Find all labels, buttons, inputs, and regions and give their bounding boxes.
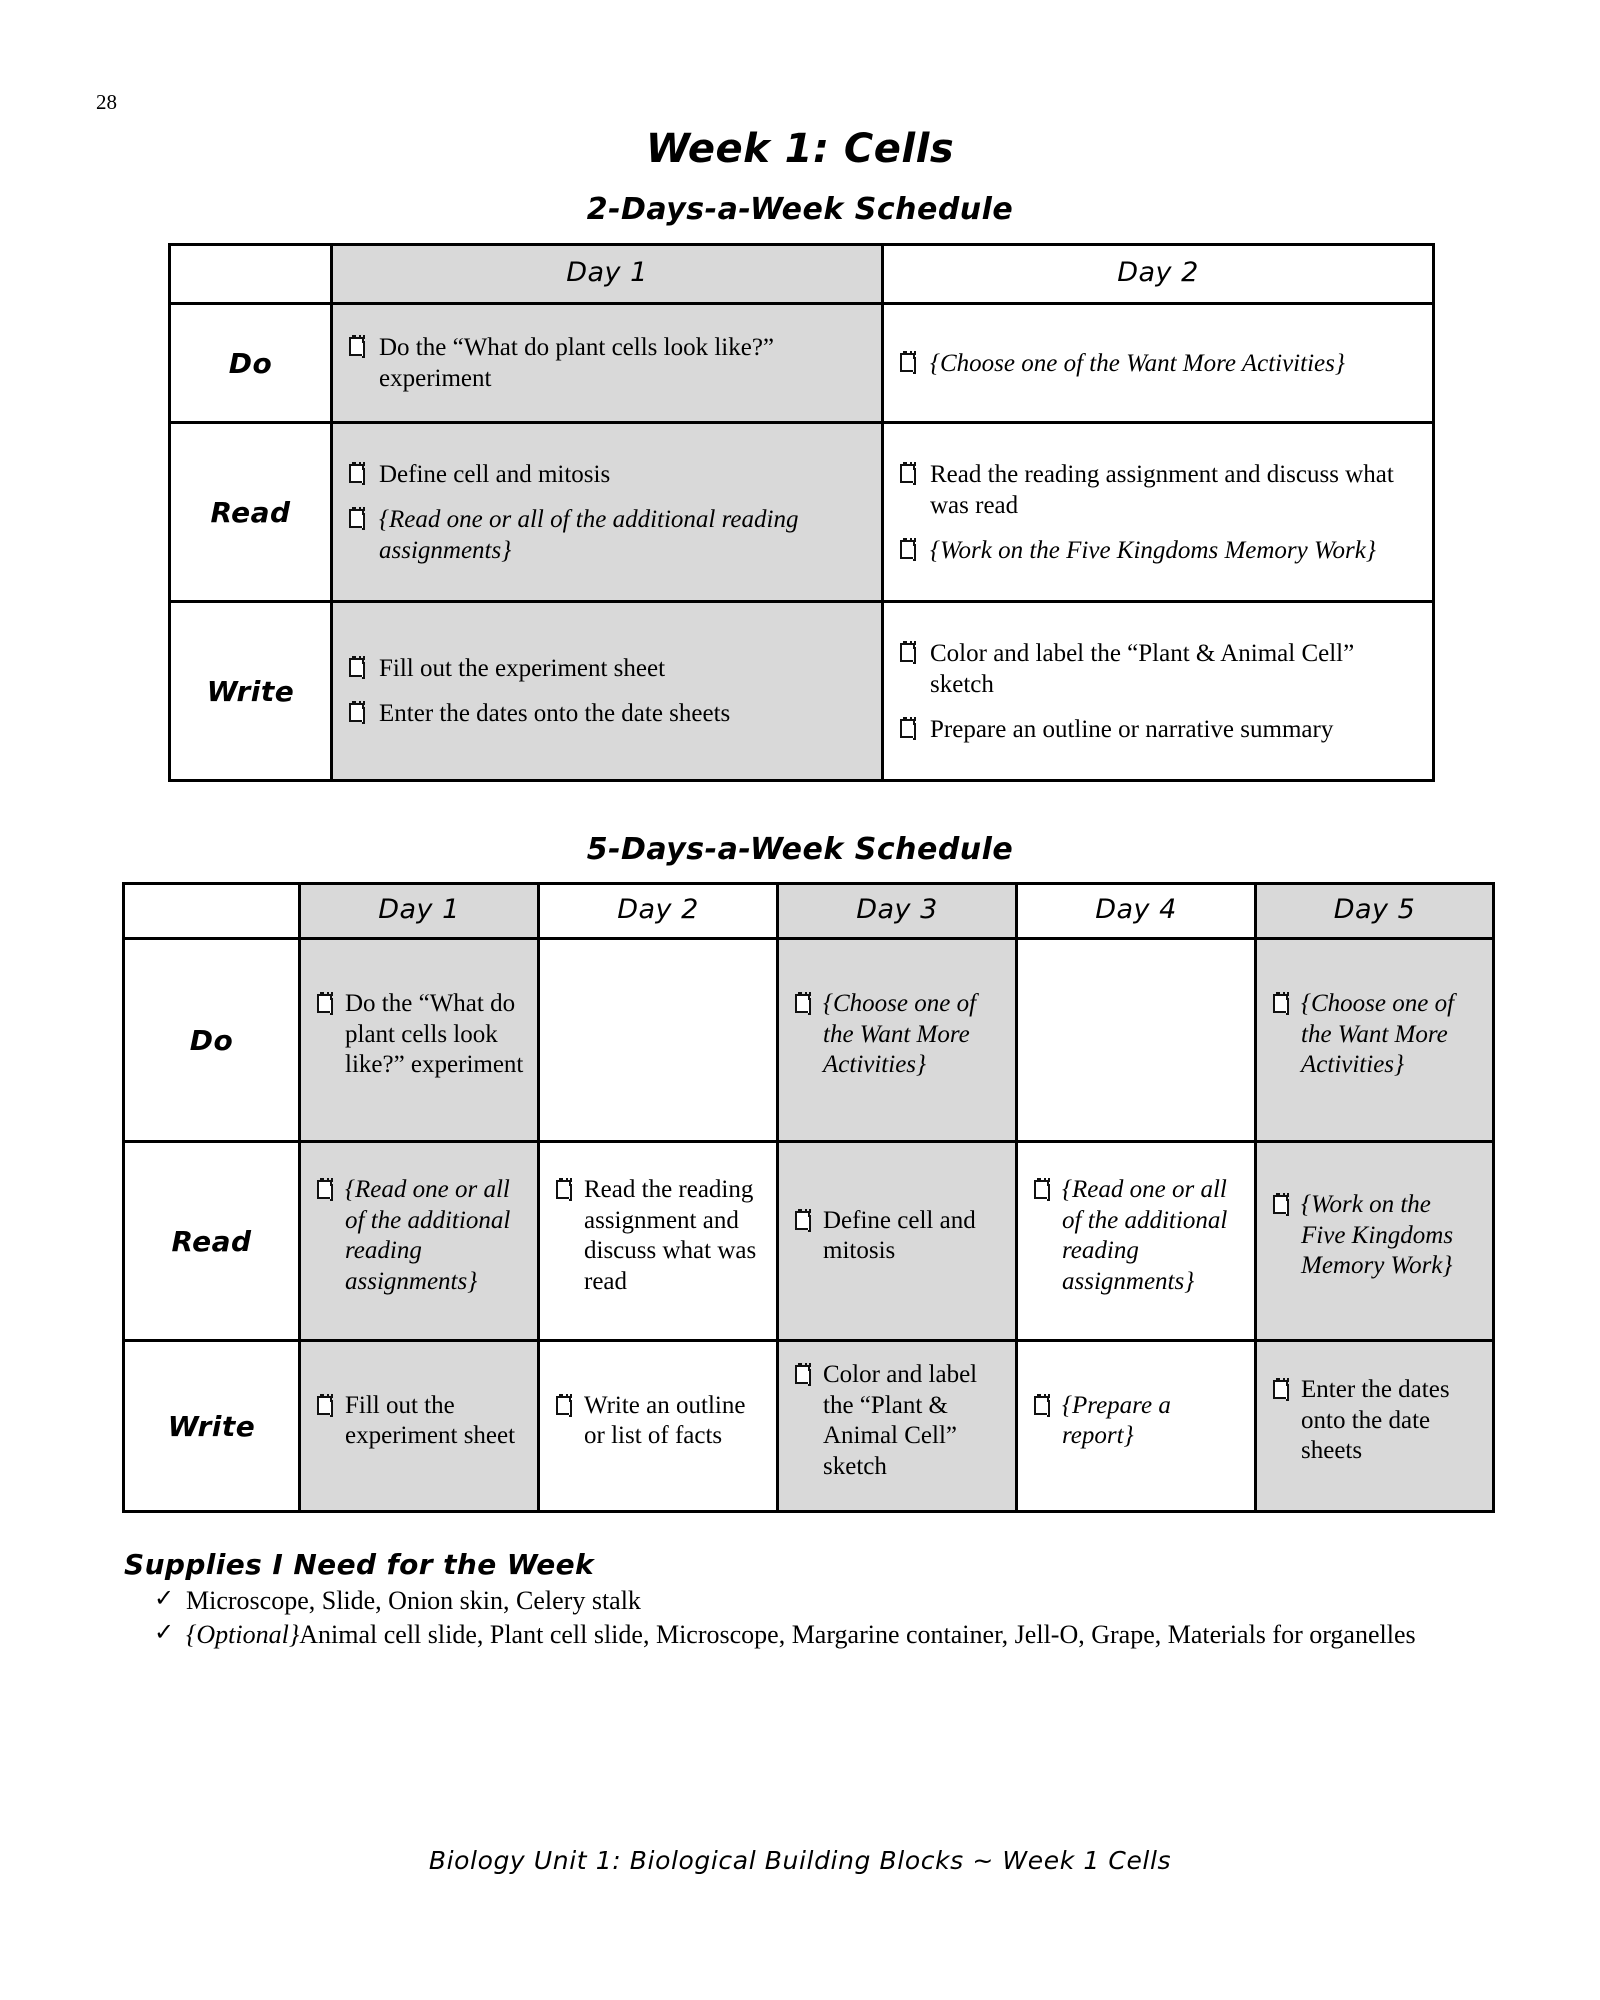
column-header-day-1: Day 1: [300, 884, 539, 939]
cell-read-day-5: [1256, 1142, 1494, 1341]
checklist: [1271, 1190, 1480, 1282]
checklist-item[interactable]: [347, 459, 869, 490]
cell-do-day-5: [1256, 939, 1494, 1142]
cell-do-day-1: [300, 939, 539, 1142]
checklist-item-label: Read the reading assignment and discuss what was read: [930, 460, 1394, 519]
checklist-item[interactable]: [1032, 1175, 1242, 1297]
checklist-item-label: Fill out the experiment sheet: [379, 655, 666, 682]
notepad-checkbox-icon[interactable]: [1034, 1396, 1049, 1415]
checklist: [898, 638, 1420, 745]
checklist-item-label: {Choose one of the Want More Activities}: [1301, 990, 1455, 1079]
notepad-checkbox-icon[interactable]: [556, 1180, 571, 1199]
checklist-item-label: Color and label the “Plant & Animal Cell” sketch: [823, 1361, 978, 1480]
checklist: [793, 1360, 1003, 1482]
checklist-item[interactable]: [315, 1175, 525, 1297]
notepad-checkbox-icon[interactable]: [900, 540, 915, 559]
supplies-section: [124, 1548, 1504, 1653]
checklist-item-label: {Choose one of the Want More Activities}: [930, 349, 1345, 377]
supplies-list: [124, 1585, 1504, 1651]
table-row-write: [170, 602, 1434, 781]
checklist-item-label: Read the reading assignment and discuss what was read: [584, 1176, 757, 1295]
notepad-checkbox-icon[interactable]: [317, 1180, 332, 1199]
checklist-item-label: {Read one or all of the additional reading assignments}: [379, 505, 799, 564]
checkmark-icon: ✓: [154, 1620, 175, 1647]
checklist: [898, 348, 1420, 379]
supplies-item-label: Microscope, Slide, Onion skin, Celery stalk: [186, 1586, 641, 1615]
checklist-item-label: {Read one or all of the additional reading assignments}: [345, 1176, 511, 1295]
corner-cell: [170, 245, 332, 304]
cell-write-day-4: [1017, 1341, 1256, 1512]
checklist-item[interactable]: [898, 348, 1420, 379]
checklist-item[interactable]: [793, 1206, 1003, 1267]
checklist-item[interactable]: [898, 459, 1420, 521]
checklist-item[interactable]: [1271, 1190, 1480, 1282]
cell-do-day-1: [332, 304, 883, 423]
cell-do-day-4: [1017, 939, 1256, 1142]
notepad-checkbox-icon[interactable]: [795, 1365, 810, 1384]
checklist-item-label: {Read one or all of the additional reading assignments}: [1062, 1176, 1228, 1295]
checklist-item[interactable]: [554, 1175, 764, 1297]
checklist-item[interactable]: [898, 638, 1420, 700]
notepad-checkbox-icon[interactable]: [349, 337, 364, 356]
checklist: [1032, 1175, 1242, 1297]
column-header-day-4: Day 4: [1017, 884, 1256, 939]
notepad-checkbox-icon[interactable]: [349, 658, 364, 677]
checklist-item-label: Enter the dates onto the date sheets: [1301, 1376, 1450, 1465]
notepad-checkbox-icon[interactable]: [795, 994, 810, 1013]
table-header-row: [124, 884, 1494, 939]
checklist-item[interactable]: [898, 714, 1420, 745]
checklist: [898, 459, 1420, 566]
checklist-item[interactable]: [315, 1391, 525, 1452]
notepad-checkbox-icon[interactable]: [317, 994, 332, 1013]
cell-read-day-2: [883, 423, 1434, 602]
checklist-item-label: Prepare an outline or narrative summary: [930, 715, 1334, 743]
checklist-item-label: Enter the dates onto the date sheets: [379, 700, 731, 727]
checklist: [793, 989, 1003, 1081]
checklist-item[interactable]: [347, 332, 869, 394]
table-row-write: [124, 1341, 1494, 1512]
checklist-item-label: Do the “What do plant cells look like?” experiment: [345, 990, 524, 1079]
checklist: [347, 653, 869, 729]
notepad-checkbox-icon[interactable]: [900, 353, 915, 372]
checklist-item[interactable]: [315, 989, 525, 1081]
checkmark-icon: ✓: [154, 1586, 175, 1612]
checklist: [315, 989, 525, 1081]
cell-do-day-3: [778, 939, 1017, 1142]
checklist-item[interactable]: [347, 698, 869, 729]
checklist-item-label: Fill out the experiment sheet: [345, 1391, 516, 1449]
checklist: [793, 1206, 1003, 1267]
checklist-item-label: {Work on the Five Kingdoms Memory Work}: [930, 536, 1376, 564]
row-header-do: Do: [170, 304, 332, 423]
table-row-do: [124, 939, 1494, 1142]
checklist-item[interactable]: [554, 1391, 764, 1452]
checklist-item[interactable]: [347, 653, 869, 684]
cell-write-day-5: [1256, 1341, 1494, 1512]
checklist-item[interactable]: [793, 1360, 1003, 1482]
cell-write-day-3: [778, 1341, 1017, 1512]
notepad-checkbox-icon[interactable]: [900, 643, 915, 662]
checklist: [1271, 1375, 1480, 1467]
schedule-2day-table: [168, 243, 1435, 782]
checklist-item-label: {Prepare a report}: [1062, 1391, 1171, 1449]
row-header-read: Read: [170, 423, 332, 602]
row-header-write: Write: [170, 602, 332, 781]
checklist-item[interactable]: [793, 989, 1003, 1081]
checklist-item-label: Color and label the “Plant & Animal Cell” sketch: [930, 639, 1355, 698]
notepad-checkbox-icon[interactable]: [1273, 1195, 1288, 1214]
cell-do-day-2: [883, 304, 1434, 423]
checklist-item-label: {Work on the Five Kingdoms Memory Work}: [1301, 1191, 1454, 1280]
row-header-do: Do: [124, 939, 300, 1142]
checklist-item[interactable]: [1271, 989, 1480, 1081]
checklist: [315, 1175, 525, 1297]
column-header-day-5: Day 5: [1256, 884, 1494, 939]
schedule-2day-caption: 2-Days-a-Week Schedule: [586, 192, 1014, 227]
cell-read-day-1: [300, 1142, 539, 1341]
checklist-item[interactable]: [347, 504, 869, 566]
checklist: [554, 1391, 764, 1452]
page-number: 28: [96, 90, 117, 114]
notepad-checkbox-icon[interactable]: [1273, 994, 1288, 1013]
notepad-checkbox-icon[interactable]: [1034, 1180, 1049, 1199]
notepad-checkbox-icon[interactable]: [349, 703, 364, 722]
table-row-do: [170, 304, 1434, 423]
cell-write-day-1: [300, 1341, 539, 1512]
checklist-item-label: Do the “What do plant cells look like?” experiment: [379, 334, 775, 392]
notepad-checkbox-icon[interactable]: [900, 464, 915, 483]
cell-read-day-3: [778, 1142, 1017, 1341]
checklist: [347, 332, 869, 394]
checklist-item-label: Define cell and mitosis: [379, 460, 611, 488]
checklist-item[interactable]: [898, 535, 1420, 566]
notepad-checkbox-icon[interactable]: [349, 509, 364, 528]
cell-read-day-1: [332, 423, 883, 602]
supplies-item-optional-tag: {Optional}: [186, 1620, 300, 1650]
checklist-item[interactable]: [1271, 1375, 1480, 1467]
notepad-checkbox-icon[interactable]: [349, 464, 364, 483]
checklist-item-label: Define cell and mitosis: [823, 1206, 976, 1264]
table-row-read: [170, 423, 1434, 602]
supplies-title: Supplies I Need for the Week: [124, 1548, 595, 1581]
schedule-5day-caption: 5-Days-a-Week Schedule: [586, 832, 1014, 867]
page-title: Week 1: Cells: [645, 126, 955, 172]
row-header-write: Write: [124, 1341, 300, 1512]
notepad-checkbox-icon[interactable]: [900, 719, 915, 738]
checklist-item-label: Write an outline or list of facts: [584, 1391, 746, 1449]
cell-write-day-2: [539, 1341, 778, 1512]
supplies-list-item: [124, 1619, 1504, 1651]
checklist: [1032, 1391, 1242, 1452]
notepad-checkbox-icon[interactable]: [795, 1211, 810, 1230]
checklist-item-label: {Choose one of the Want More Activities}: [823, 990, 977, 1079]
checklist: [315, 1391, 525, 1452]
cell-write-day-1: [332, 602, 883, 781]
row-header-read: Read: [124, 1142, 300, 1341]
cell-read-day-4: [1017, 1142, 1256, 1341]
column-header-day-2: Day 2: [883, 245, 1434, 304]
supplies-item-label: Animal cell slide, Plant cell slide, Microscope, Margarine container, Jell-O, Grape, Materials for organelles: [299, 1620, 1416, 1650]
checklist: [1271, 989, 1480, 1081]
table-header-row: [170, 245, 1434, 304]
cell-read-day-2: [539, 1142, 778, 1341]
notepad-checkbox-icon[interactable]: [556, 1396, 571, 1415]
column-header-day-2: Day 2: [539, 884, 778, 939]
supplies-list-item: [124, 1585, 1504, 1617]
corner-cell: [124, 884, 300, 939]
notepad-checkbox-icon[interactable]: [1273, 1380, 1288, 1399]
checklist-item[interactable]: [1032, 1391, 1242, 1452]
notepad-checkbox-icon[interactable]: [317, 1396, 332, 1415]
cell-do-day-2: [539, 939, 778, 1142]
page-footer: Biology Unit 1: Biological Building Blocks ~ Week 1 Cells: [428, 1846, 1172, 1875]
schedule-5day-table: [122, 882, 1495, 1513]
cell-write-day-2: [883, 602, 1434, 781]
column-header-day-1: Day 1: [332, 245, 883, 304]
checklist: [554, 1175, 764, 1297]
table-row-read: [124, 1142, 1494, 1341]
column-header-day-3: Day 3: [778, 884, 1017, 939]
checklist: [347, 459, 869, 566]
